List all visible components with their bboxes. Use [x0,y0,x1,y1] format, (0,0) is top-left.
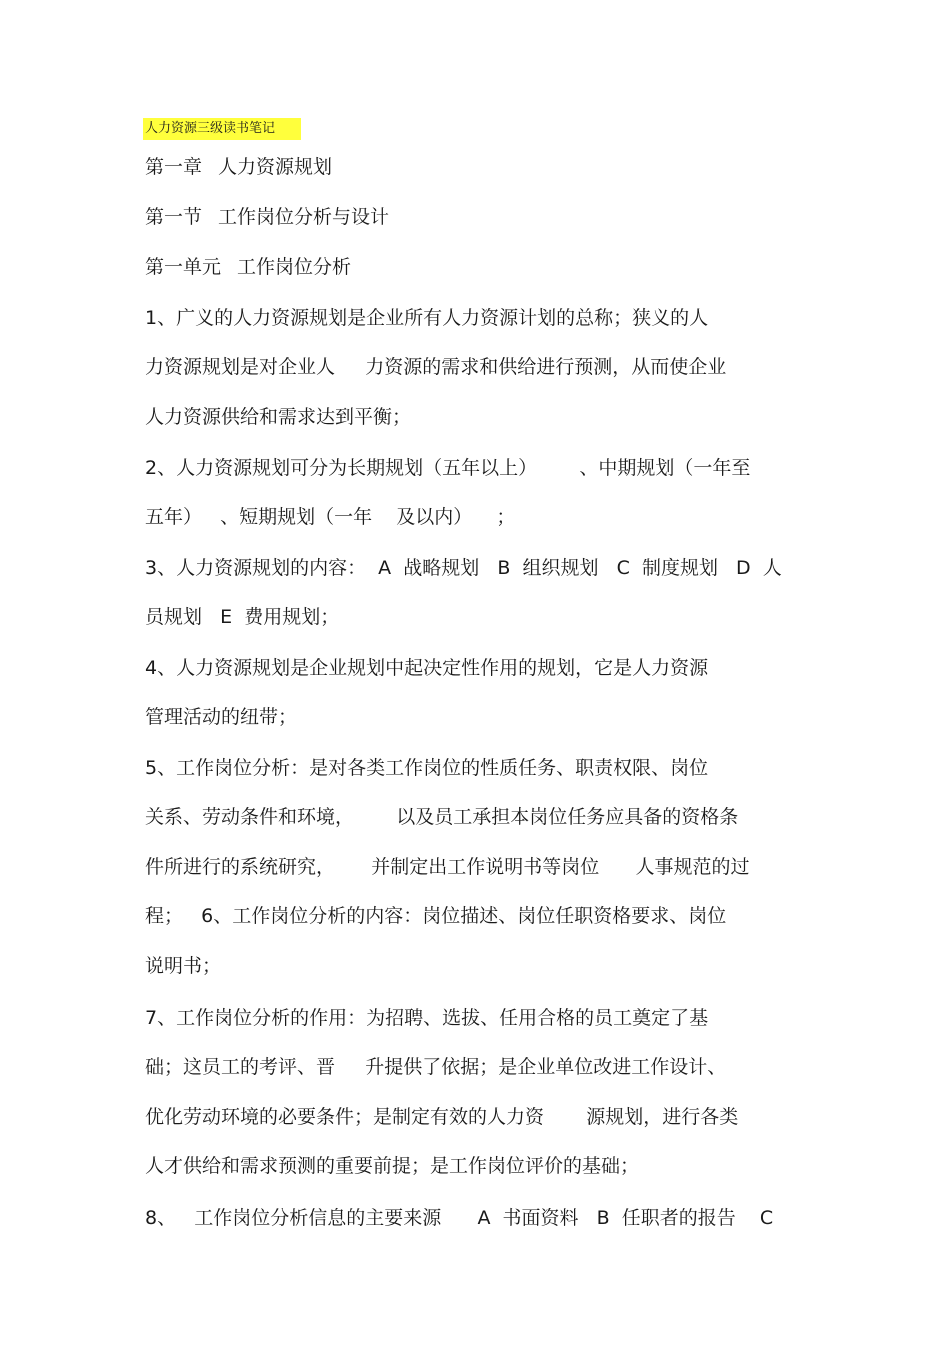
chapter-name: 人力资源规划 [218,156,333,178]
unit-name: 工作岗位分析 [237,256,352,278]
section-heading [145,204,389,230]
section-number: 第一节 [145,206,203,228]
body-line: 8、 工作岗位分析信息的主要来源 A 书面资料 B 任职者的报告 C [145,1207,774,1229]
body-line: 7、工作岗位分析的作用：为招聘、选拔、任用合格的员工奠定了基 [145,1007,709,1029]
body-line: 力资源规划是对企业人 力资源的需求和供给进行预测，从而使企业 [145,356,727,378]
body-line: 关系、劳动条件和环境， 以及员工承担本岗位任务应具备的资格条 [145,806,739,828]
chapter-heading [145,154,332,180]
body-line: 1、广义的人力资源规划是企业所有人力资源计划的总称；狭义的人 [145,307,709,329]
unit-number: 第一单元 [145,256,222,278]
body-line: 2、人力资源规划可分为长期规划（五年以上） 、中期规划（一年至 [145,457,751,479]
body-line: 程； 6、工作岗位分析的内容：岗位描述、岗位任职资格要求、岗位 [145,905,727,927]
body-line: 3、人力资源规划的内容： A 战略规划 B 组织规划 C 制度规划 D 人 [145,557,782,579]
body-line: 优化劳动环境的必要条件；是制定有效的人力资 源规划，进行各类 [145,1106,739,1128]
chapter-number: 第一章 [145,156,203,178]
body-line: 4、人力资源规划是企业规划中起决定性作用的规划，它是人力资源 [145,657,709,679]
document-title: 人力资源三级读书笔记 [143,118,301,140]
body-line: 础；这员工的考评、晋 升提供了依据；是企业单位改进工作设计、 [145,1056,727,1078]
unit-heading [145,254,351,280]
body-line: 5、工作岗位分析：是对各类工作岗位的性质任务、职责权限、岗位 [145,757,709,779]
body-line: 说明书； [145,955,222,977]
body-line: 人力资源供给和需求达到平衡； [145,406,412,428]
body-line: 人才供给和需求预测的重要前提；是工作岗位评价的基础； [145,1155,640,1177]
section-name: 工作岗位分析与设计 [218,206,390,228]
body-line: 管理活动的纽带； [145,706,298,728]
body-line: 五年） 、短期规划（一年 及以内） ； [145,506,516,528]
body-line: 件所进行的系统研究， 并制定出工作说明书等岗位 人事规范的过 [145,856,750,878]
body-line: 员规划 E 费用规划； [145,606,340,628]
